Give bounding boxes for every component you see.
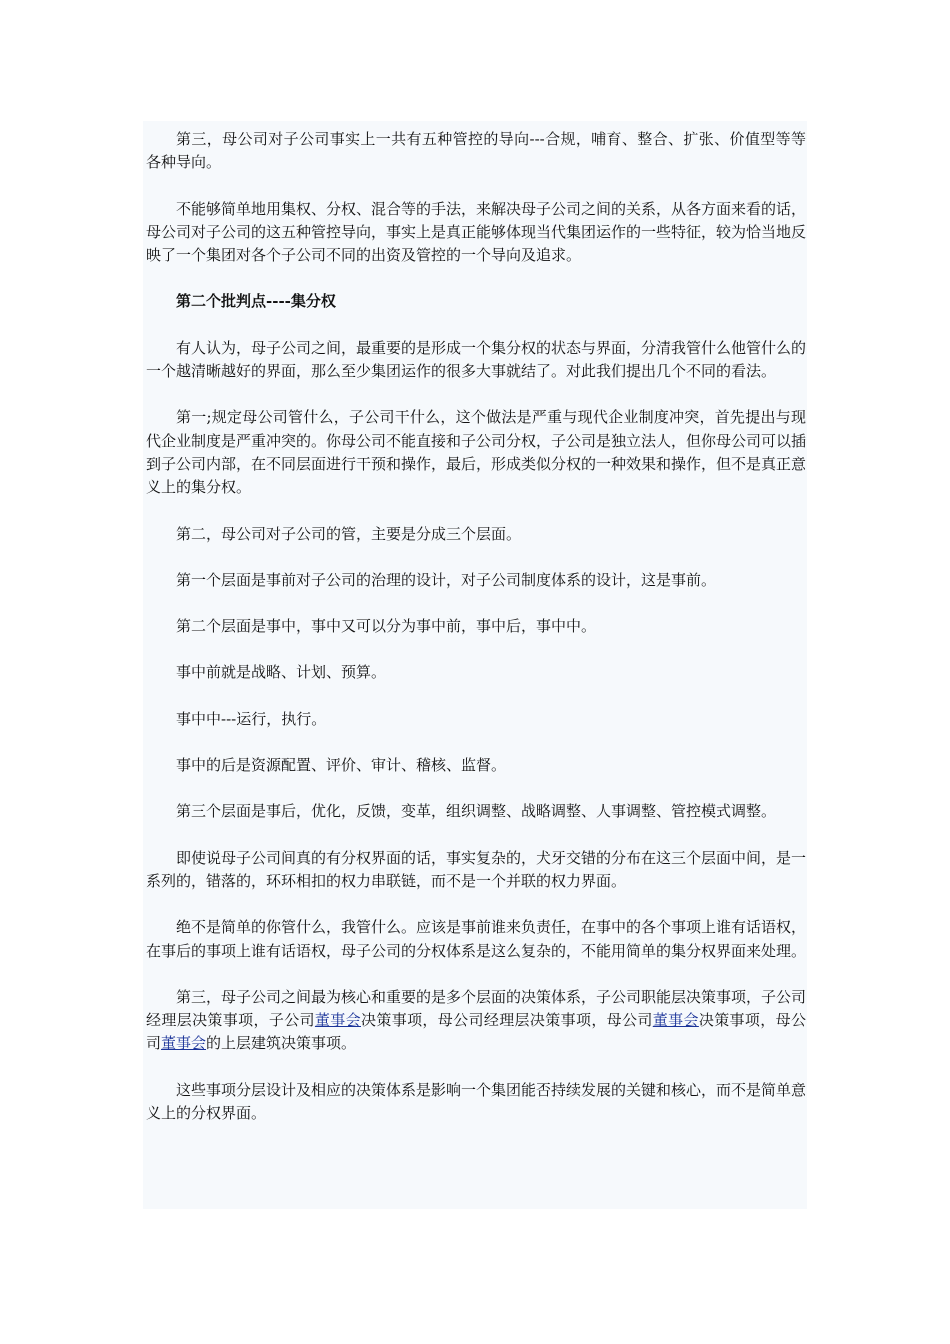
paragraph-power-chain: 即使说母子公司间真的有分权界面的话，事实复杂的，犬牙交错的分布在这三个层面中间，是一系列的，错落的，环环相扣的权力串联链，而不是一个并联的权力界面。 [146, 848, 807, 890]
paragraph-decision-system [146, 986, 806, 1056]
paragraph-guidance-types: 第三，母公司对子公司事实上一共有五种管控的导向---合规，哺育、整合、扩张、价值型等等各种导向。 [146, 130, 806, 172]
paragraph-point-two: 第二，母公司对子公司的管，主要是分成三个层面。 [176, 524, 522, 543]
text-segment: 决策事项，母公司 [146, 1011, 806, 1053]
paragraph-middle-middle: 事中中---运行，执行。 [176, 709, 327, 728]
paragraph-level-three: 第三个层面是事后，优化，反馈，变革，组织调整、战略调整、人事调整、管控模式调整。 [176, 802, 777, 821]
text-segment: 第三，母子公司之间最为核心和重要的是多个层面的决策体系，子公司职能层决策事项，子公司经理层决策事项，子公司 [146, 987, 807, 1030]
paragraph-five-orientations: 不能够简单地用集权、分权、混合等的手法，来解决母子公司之间的关系，从各方面来看的话，母公司对子公司的这五种管控导向，事实上是真正能够体现当代集团运作的一些特征，较为恰当地反映了一个集团对各个子公司不同的出资及管控的一个导向及追求。 [146, 199, 807, 265]
board-link[interactable]: 董事会 [314, 1011, 361, 1030]
paragraph-level-one: 第一个层面是事前对子公司的治理的设计，对子公司制度体系的设计，这是事前。 [176, 570, 717, 589]
paragraph-conclusion: 这些事项分层设计及相应的决策体系是影响一个集团能否持续发展的关键和核心，而不是简单意义上的分权界面。 [146, 1080, 807, 1123]
text-segment: 决策事项，母公司经理层决策事项，母公司 [361, 1011, 653, 1030]
section-heading-centralization: 第二个批判点----集分权 [176, 292, 336, 311]
paragraph-level-two: 第二个层面是事中，事中又可以分为事中前，事中后，事中中。 [176, 617, 597, 636]
board-link[interactable]: 董事会 [161, 1034, 207, 1053]
paragraph-point-one: 第一;规定母公司管什么，子公司干什么，这个做法是严重与现代企业制度冲突，首先提出与现代企业制度是严重冲突的。你母公司不能直接和子公司分权，子公司是独立法人，但你母公司可以插到子公司内部，在不同层面进行干预和操作，最后，形成类似分权的一种效果和操作，但不是真正意义上的集分权。 [146, 408, 807, 497]
paragraph-before-middle: 事中前就是战略、计划、预算。 [176, 663, 387, 682]
paragraph-common-view: 有人认为，母子公司之间，最重要的是形成一个集分权的状态与界面，分清我管什么他管什么的一个越清晰越好的界面，那么至少集团运作的很多大事就结了。对此我们提出几个不同的看法。 [146, 338, 807, 381]
board-link[interactable]: 董事会 [652, 1011, 699, 1030]
paragraph-not-simple: 绝不是简单的你管什么，我管什么。应该是事前谁来负责任，在事中的各个事项上谁有话语权，在事后的事项上谁有话语权，母子公司的分权体系是这么复杂的，不能用简单的集分权界面来处理。 [146, 918, 807, 960]
text-segment: 的上层建筑决策事项。 [206, 1034, 357, 1053]
paragraph-after-middle: 事中的后是资源配置、评价、审计、稽核、监督。 [176, 756, 507, 775]
article-body [146, 128, 806, 1148]
